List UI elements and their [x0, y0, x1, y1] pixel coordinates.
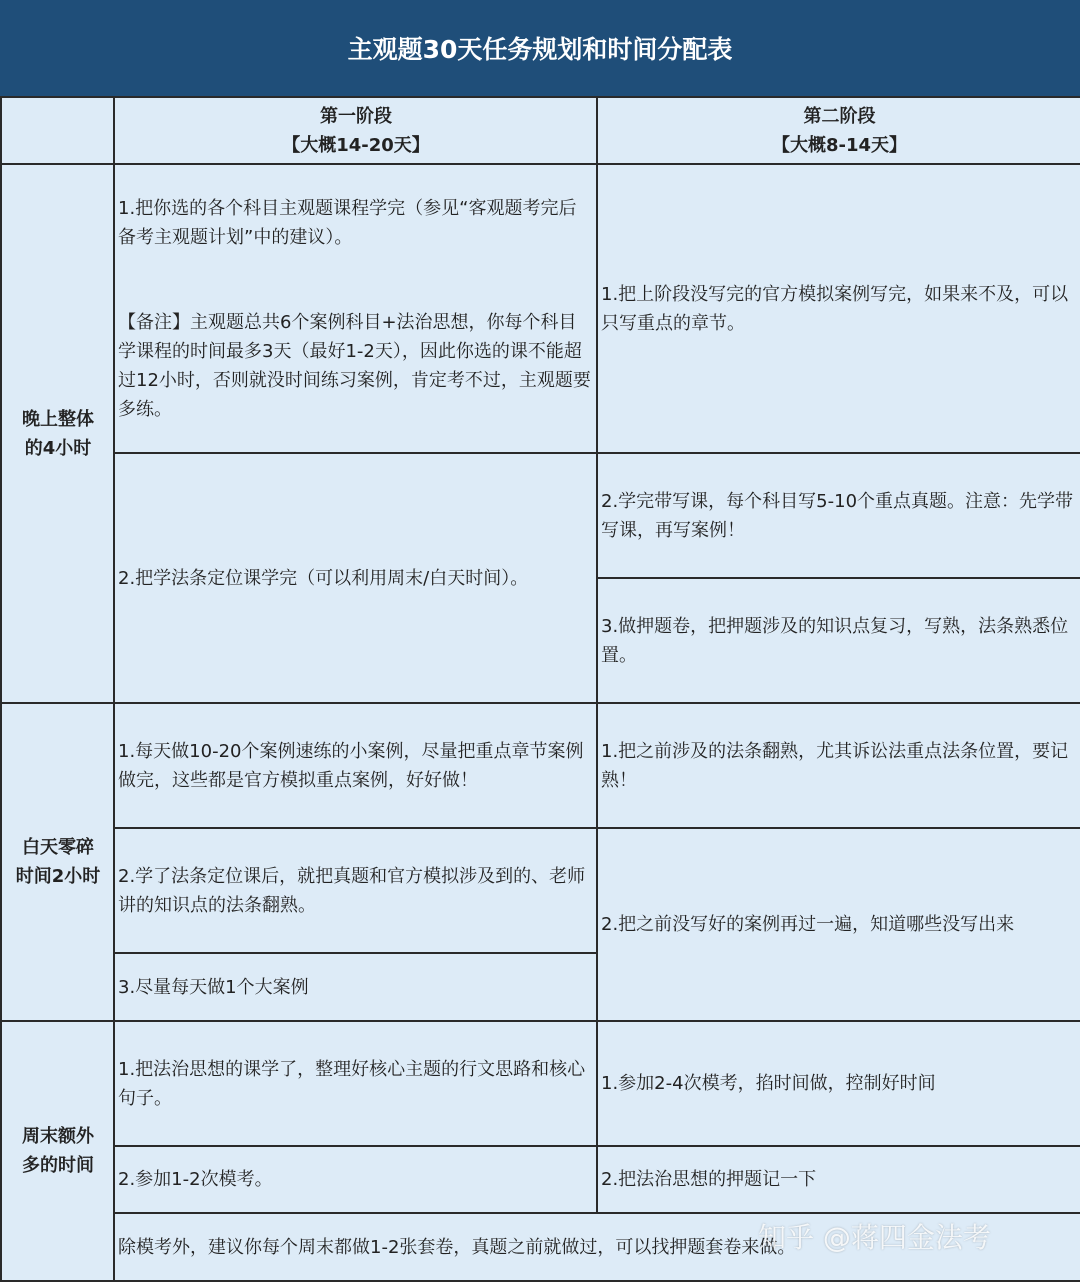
- weekend-stage-one-task-2: 2.参加1-2次模考。: [114, 1146, 597, 1213]
- weekend-row-1: [1, 1021, 1080, 1146]
- weekend-row-2: [1, 1146, 1080, 1213]
- stage-one-days: 【大概14-20天】: [282, 134, 430, 156]
- corner-cell: [1, 97, 114, 164]
- weekend-both-stages-task: 除模考外，建议你每个周末都做1-2张套卷，真题之前就做过，可以找押题套卷来做。: [114, 1213, 1080, 1281]
- evening-label: 晚上整体 的4小时: [1, 164, 114, 703]
- stage-two-header: [597, 97, 1080, 164]
- plan-table: [0, 96, 1080, 1282]
- evening-stage-two-task-2: 2.学完带写课，每个科目写5-10个重点真题。注意：先学带写课，再写案例！: [597, 453, 1080, 578]
- daytime-label: 白天零碎 时间2小时: [1, 703, 114, 1021]
- page-title: 主观题30天任务规划和时间分配表: [0, 0, 1080, 96]
- stage-two-name: 第二阶段: [803, 105, 876, 127]
- daytime-stage-one-task-1: 1.每天做10-20个案例速练的小案例，尽量把重点章节案例做完，这些都是官方模拟重点案例，好好做！: [114, 703, 597, 828]
- weekend-stage-two-task-1: 1.参加2-4次模考，掐时间做，控制好时间: [597, 1021, 1080, 1146]
- daytime-row-2: [1, 828, 1080, 953]
- daytime-stage-two-task-2: 2.把之前没写好的案例再过一遍，知道哪些没写出来: [597, 828, 1080, 1021]
- daytime-row-1: [1, 703, 1080, 828]
- evening-note: 【备注】主观题总共6个案例科目+法治思想，你每个科目学课程的时间最多3天（最好1-2天），因此你选的课不能超过12小时，否则就没时间练习案例，肯定考不过，主观题要多练。: [118, 311, 591, 420]
- stage-one-header: [114, 97, 597, 164]
- header-row: [1, 97, 1080, 164]
- weekend-stage-one-task-1: 1.把法治思想的课学了，整理好核心主题的行文思路和核心句子。: [114, 1021, 597, 1146]
- evening-stage-two-task-3: 3.做押题卷，把押题涉及的知识点复习，写熟，法条熟悉位置。: [597, 578, 1080, 703]
- evening-row-2: [1, 453, 1080, 578]
- weekend-label: 周末额外 多的时间: [1, 1021, 114, 1281]
- evening-row-1: [1, 164, 1080, 453]
- weekend-stage-two-task-2: 2.把法治思想的押题记一下: [597, 1146, 1080, 1213]
- stage-one-name: 第一阶段: [320, 105, 392, 127]
- daytime-stage-one-task-2: 2.学了法条定位课后，就把真题和官方模拟涉及到的、老师讲的知识点的法条翻熟。: [114, 828, 597, 953]
- stage-two-days: 【大概8-14天】: [771, 134, 908, 156]
- evening-stage-one-task-2: 2.把学法条定位课学完（可以利用周末/白天时间）。: [114, 453, 597, 703]
- watermark: 知乎 @蒋四金法考: [758, 1221, 991, 1254]
- daytime-stage-two-task-1: 1.把之前涉及的法条翻熟，尤其诉讼法重点法条位置，要记熟！: [597, 703, 1080, 828]
- evening-stage-one-task-1: 1.把你选的各个科目主观题课程学完（参见“客观题考完后备考主观题计划”中的建议）。 【备注】主观题总共6个案例科目+法治思想，你每个科目学课程的时间最多3天（最好1-2天），因此你选的课不能超过12小时，否则就没时间练习案例，肯定考不过，主观题要多练。: [114, 164, 597, 453]
- daytime-stage-one-task-3: 3.尽量每天做1个大案例: [114, 953, 597, 1021]
- evening-stage-two-task-1: 1.把上阶段没写完的官方模拟案例写完，如果来不及，可以只写重点的章节。: [597, 164, 1080, 453]
